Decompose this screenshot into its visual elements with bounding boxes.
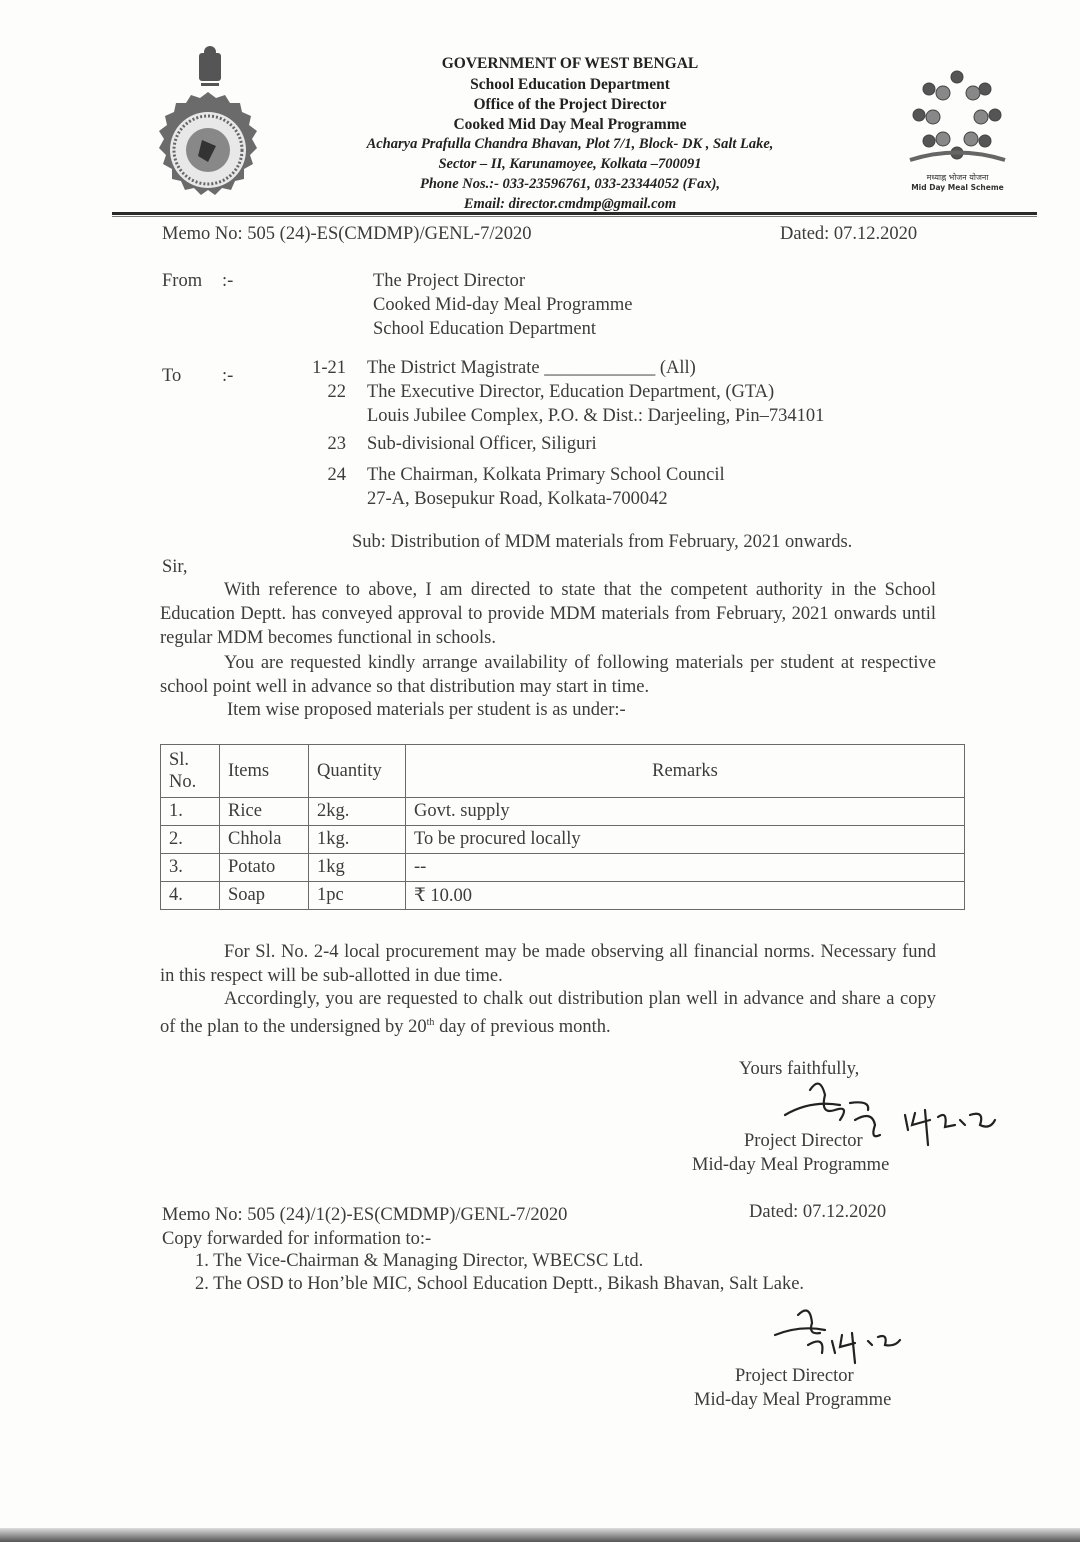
- closing-programme: Mid-day Meal Programme: [692, 1155, 890, 1175]
- header-items: Items: [220, 745, 309, 798]
- letterhead-phone: Phone Nos.:- 033-23596761, 033-23344052 (Fax),: [419, 176, 721, 192]
- recipient-number: 24: [327, 465, 346, 485]
- cell-item: Soap: [220, 882, 309, 910]
- ordinal-suffix: th: [426, 1017, 435, 1028]
- to-label: To: [162, 366, 182, 386]
- copy-memo-date: Dated: 07.12.2020: [749, 1202, 887, 1222]
- letterhead-divider-thin: [112, 216, 1037, 217]
- recipient-number: 22: [327, 382, 346, 402]
- recipient-line: The Executive Director, Education Department, (GTA): [367, 382, 775, 402]
- subject-line: Sub: Distribution of MDM materials from February, 2021 onwards.: [352, 532, 853, 552]
- table-header-row: [161, 745, 965, 798]
- paragraph-5-text-end: day of previous month.: [434, 1017, 611, 1038]
- west-bengal-emblem-logo: [135, 45, 285, 210]
- closing-yours-faithfully: Yours faithfully,: [739, 1059, 860, 1079]
- copy-recipient: 1. The Vice-Chairman & Managing Director, WBECSC Ltd.: [195, 1251, 644, 1271]
- table-row: [161, 798, 965, 826]
- cell-quantity: 1pc: [309, 882, 406, 910]
- copy-designation: Project Director: [735, 1366, 854, 1386]
- letterhead-government: GOVERNMENT OF WEST BENGAL: [441, 55, 699, 72]
- signature-2: [770, 1305, 970, 1375]
- recipient-line: Louis Jubilee Complex, P.O. & Dist.: Darjeeling, Pin–734101: [367, 406, 825, 426]
- paragraph-5-text: Accordingly, you are requested to chalk out distribution plan well in advance and share a copy of the plan to the undersigned by 20: [160, 989, 936, 1038]
- letterhead-email: Email: director.cmdmp@gmail.com: [463, 196, 677, 212]
- copy-recipient: 2. The OSD to Hon’ble MIC, School Education Deptt., Bikash Bhavan, Salt Lake.: [195, 1274, 805, 1294]
- letterhead-address-1: Acharya Prafulla Chandra Bhavan, Plot 7/1, Block- DK , Salt Lake,: [366, 136, 774, 152]
- recipient-line: Sub-divisional Officer, Siliguri: [367, 434, 597, 454]
- from-separator: :-: [222, 271, 234, 291]
- from-line-3: School Education Department: [373, 319, 596, 339]
- table-row: [161, 854, 965, 882]
- closing-designation: Project Director: [744, 1131, 863, 1151]
- page-bottom-edge: [0, 1528, 1080, 1542]
- materials-table: [160, 744, 965, 910]
- cell-item: Rice: [220, 798, 309, 826]
- cell-quantity: 1kg: [309, 854, 406, 882]
- logo-caption-hindi: मध्याह्न भोजन योजना: [926, 173, 989, 182]
- cell-quantity: 2kg.: [309, 798, 406, 826]
- body-paragraph-5: [160, 987, 936, 1039]
- letterhead-divider: [112, 212, 1037, 215]
- from-line-1: The Project Director: [373, 271, 526, 291]
- recipient-line: The District Magistrate ____________ (All): [367, 358, 696, 378]
- cell-quantity: 1kg.: [309, 826, 406, 854]
- table-row: [161, 826, 965, 854]
- cell-sl: 3.: [161, 854, 220, 882]
- cell-item: Chhola: [220, 826, 309, 854]
- cell-remarks: To be procured locally: [406, 826, 965, 854]
- logo-caption: Mid Day Meal Scheme: [911, 183, 1004, 192]
- cell-remarks: Govt. supply: [406, 798, 965, 826]
- from-label: From: [162, 271, 203, 291]
- body-paragraph-1: With reference to above, I am directed to state that the competent authority in the School Education Deptt. has conveyed approval to provide MDM materials from February, 2021 onwards until regular MDM becomes functional in schools.: [160, 580, 936, 648]
- cell-sl: 1.: [161, 798, 220, 826]
- recipient-number: 23: [327, 434, 346, 454]
- letterhead-office: Office of the Project Director: [473, 96, 667, 113]
- recipient-line: 27-A, Bosepukur Road, Kolkata-700042: [367, 489, 668, 509]
- header-quantity: Quantity: [309, 745, 406, 798]
- letterhead-department: School Education Department: [470, 76, 670, 93]
- letterhead-programme: Cooked Mid Day Meal Programme: [453, 116, 687, 133]
- recipient-line: The Chairman, Kolkata Primary School Council: [367, 465, 725, 485]
- letterhead-address-2: Sector – II, Karunamoyee, Kolkata –700091: [438, 156, 702, 172]
- cell-remarks: --: [406, 854, 965, 882]
- cell-sl: 4.: [161, 882, 220, 910]
- copy-intro: Copy forwarded for information to:-: [162, 1229, 432, 1249]
- recipient-number: 1-21: [312, 358, 346, 378]
- salutation: Sir,: [162, 557, 188, 577]
- copy-memo-number: Memo No: 505 (24)/1(2)-ES(CMDMP)/GENL-7/2020: [162, 1205, 568, 1225]
- cell-sl: 2.: [161, 826, 220, 854]
- from-line-2: Cooked Mid-day Meal Programme: [373, 295, 633, 315]
- copy-programme: Mid-day Meal Programme: [694, 1390, 892, 1410]
- cell-item: Potato: [220, 854, 309, 882]
- body-paragraph-3: Item wise proposed materials per student is as under:-: [227, 700, 626, 720]
- body-paragraph-2: You are requested kindly arrange availability of following materials per student at respective school point well in advance so that distribution may start in time.: [160, 653, 936, 697]
- cell-remarks: ₹ 10.00: [406, 882, 965, 910]
- mid-day-meal-scheme-logo: [905, 65, 1010, 205]
- body-paragraph-4: For Sl. No. 2-4 local procurement may be made observing all financial norms. Necessary fund in this respect will be sub-allotted in due time.: [160, 942, 936, 986]
- memo-date: Dated: 07.12.2020: [780, 224, 918, 244]
- header-sl-no: Sl. No.: [161, 745, 220, 798]
- to-separator: :-: [222, 366, 234, 386]
- table-row: [161, 882, 965, 910]
- memo-number: Memo No: 505 (24)-ES(CMDMP)/GENL-7/2020: [162, 224, 532, 244]
- header-remarks: Remarks: [406, 745, 965, 798]
